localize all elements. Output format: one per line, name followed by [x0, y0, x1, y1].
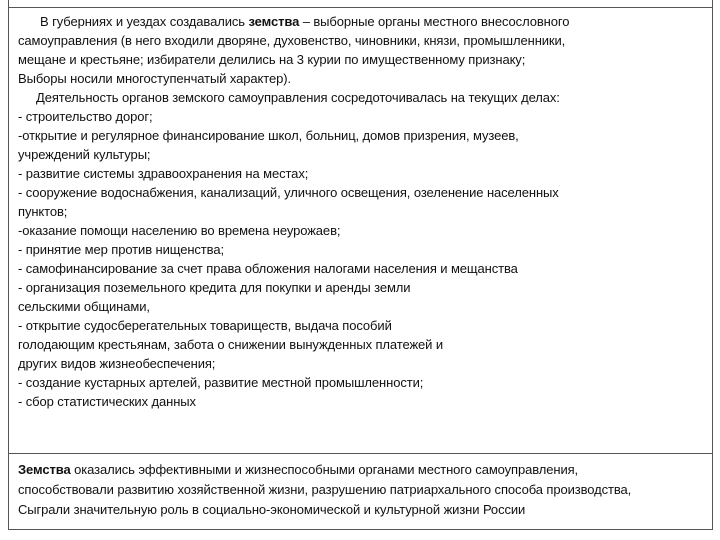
activity-item: других видов жизнеобеспечения; — [18, 356, 216, 371]
summary-text-cell — [18, 460, 708, 520]
intro-text-part-1: В губерниях и уездах создавались — [40, 14, 249, 29]
main-text-cell — [18, 12, 708, 411]
intro-text-part-2: – выборные органы местного внесословного — [299, 14, 570, 29]
activity-item: пунктов; — [18, 204, 68, 219]
composition-line-1: самоуправления (в него входили дворяне, духовенство, чиновники, князи, промышленники, — [18, 33, 566, 48]
activity-item: учреждений культуры; — [18, 147, 151, 162]
activity-item: -оказание помощи населению во времена неурожаев; — [18, 223, 341, 238]
summary-line-3: Сыграли значительную роль в социально-экономической и культурной жизни России — [18, 502, 526, 517]
activity-item: - организация поземельного кредита для покупки и аренды земли — [18, 280, 411, 295]
summary-line-1 — [18, 460, 708, 480]
activity-item: сельскими общинами, — [18, 299, 150, 314]
table-cell-divider — [8, 453, 713, 454]
table-top-rule — [8, 7, 713, 8]
summary-text-part: оказались эффективными и жизнеспособными органами местного самоуправления, — [70, 462, 579, 477]
summary-line-2: способствовали развитию хозяйственной жизни, разрушению патриархального способа производства, — [18, 482, 632, 497]
zemstva-term: земства — [248, 14, 300, 29]
activity-item: голодающим крестьянам, забота о снижении вынужденных платежей и — [18, 337, 444, 352]
elections-line: Выборы носили многоступенчатый характер). — [18, 71, 291, 86]
activity-item: - сбор статистических данных — [18, 394, 196, 409]
intro-line — [18, 12, 708, 31]
activity-item: - строительство дорог; — [18, 109, 153, 124]
activity-item: -открытие и регулярное финансирование школ, больниц, домов призрения, музеев, — [18, 128, 519, 143]
activity-heading-line: Деятельность органов земского самоуправления сосредоточивалась на текущих делах: — [36, 90, 560, 105]
zemstva-summary-term: Земства — [18, 462, 71, 477]
activity-item: - сооружение водоснабжения, канализаций, уличного освещения, озеленение населенных — [18, 185, 559, 200]
activity-item: - самофинансирование за счет права обложения налогами населения и мещанства — [18, 261, 518, 276]
composition-line-2: мещане и крестьяне; избиратели делились на 3 курии по имущественному признаку; — [18, 52, 526, 67]
activity-item: - открытие судосберегательных товариществ, выдача пособий — [18, 318, 392, 333]
activity-item: - создание кустарных артелей, развитие местной промышленности; — [18, 375, 424, 390]
activity-item: - принятие мер против нищенства; — [18, 242, 224, 257]
activity-item: - развитие системы здравоохранения на местах; — [18, 166, 309, 181]
